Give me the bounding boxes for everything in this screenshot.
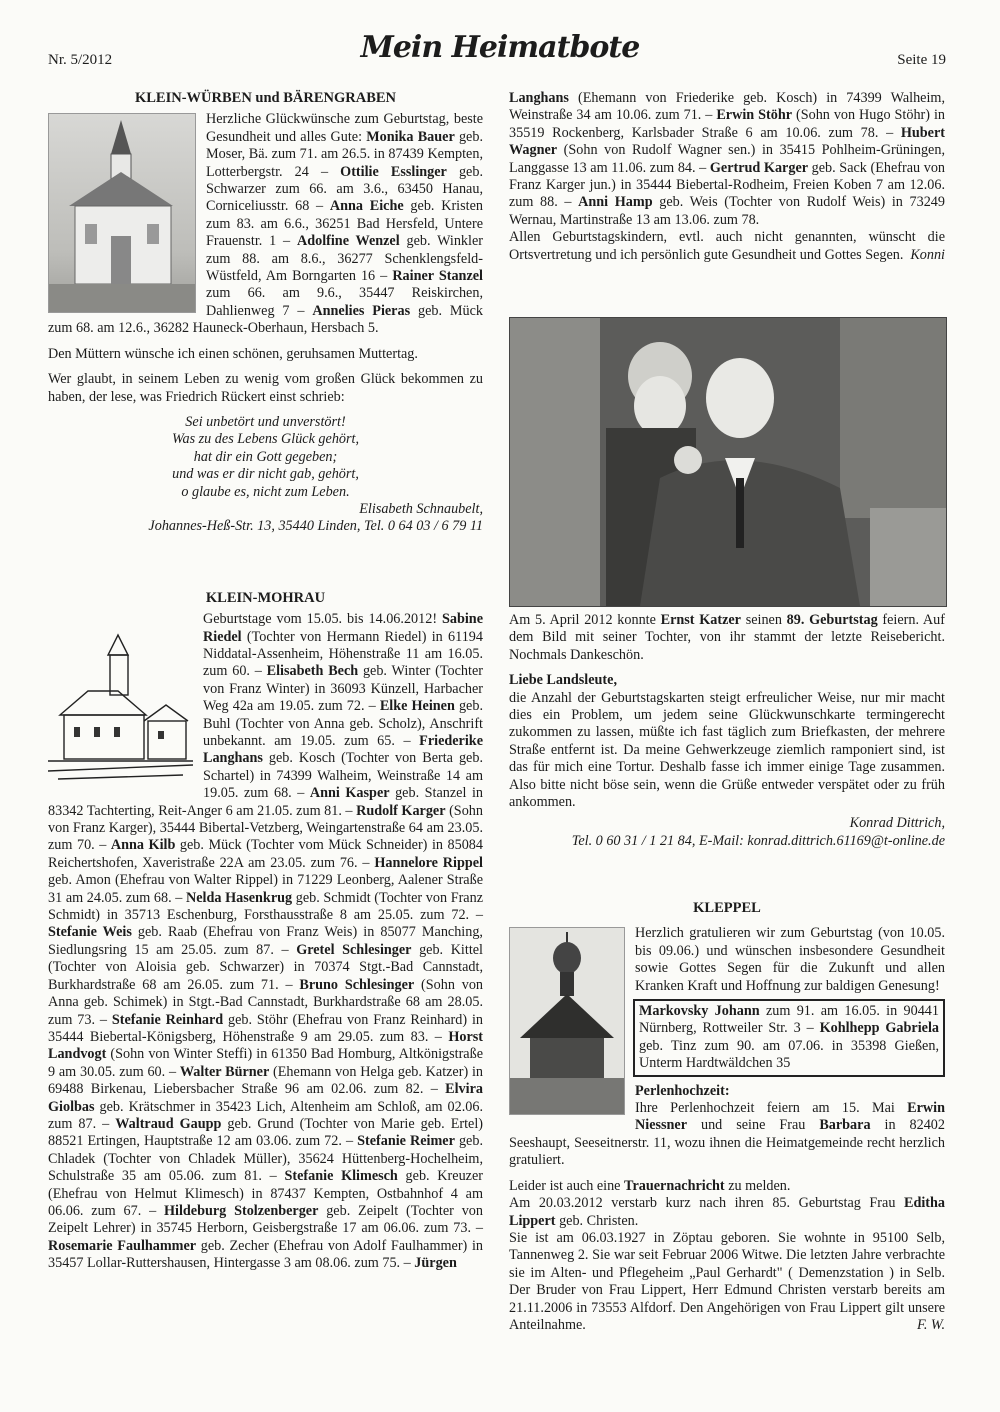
- section-title-klein-mohrau: KLEIN-MOHRAU: [205, 589, 326, 606]
- person-name: Elisabeth Bech: [266, 663, 359, 680]
- person-name: Rainer Stanzel: [392, 268, 483, 285]
- right-column-middle: [509, 612, 945, 850]
- poem-signature-name: Elisabeth Schnaubelt,: [359, 500, 483, 517]
- signature-konni: Konni: [910, 247, 945, 264]
- right-column-top: [509, 90, 945, 264]
- person-name: Jürgen: [414, 1255, 457, 1272]
- person-name: Ottilie Esslinger: [340, 163, 447, 180]
- letter-body: die Anzahl der Geburtstagskarten steigt erfreulicher Weise, nur mir macht dies ein Problem, um jedem seine Glückwunschkarte termingerecht zukommen zu lassen, müßte ich fast täglich zum Briefkasten, der mehrere Straße entfernt ist. Da meine Gehwerkzeuge ziemlich ramponiert sind, ist das für mich eine Tortur. Deshalb fasse ich immer einige Tage zusammen. Also bitte nicht böse sein, wenn die Grüße entweder verspätet oder zu früh ankommen.: [509, 689, 945, 811]
- person-name: Stefanie Weis: [48, 924, 132, 941]
- poem-line: und was er dir nicht gab, gehört,: [172, 466, 359, 483]
- birthdays-continued: Langhans (Ehemann von Friederike geb. Kosch) in 74399 Walheim, Weinstraße 34 am 10.06. zum 71. – Erwin Stöhr (Sohn von Hugo Stöhr) in 35519 Rockenberg, Karlsbader Straße 6 am 10.06. zum 78. – Hubert Wagner (Sohn von Rudolf Wagner sen.) in 35415 Pohlheim-Grüningen, Langgasse 13 am 11.06. zum 84. – Gertrud Karger geb. Sack (Ehefrau von Franz Karger jun.) in 35444 Biebertal-Rodheim, Freien Koben 7 am 12.06. zum 88. – Anni Hamp geb. Weis (Tochter von Rudolf Weis) in 73249 Wernau, Martinstraße 13 am 13.06. zum 78.: [509, 90, 946, 228]
- section-title-kleppel: KLEPPEL: [693, 900, 761, 916]
- greetings-note: Allen Geburtstagskindern, evtl. auch nicht genannten, wünscht die Ortsvertretung und ich persönlich gute Gesundheit und Gottes Segen.: [509, 229, 945, 263]
- person-name: Stefanie Reimer: [357, 1133, 455, 1150]
- person-name: Anna Eiche: [329, 198, 404, 215]
- pearl-wedding-text: Ihre Perlenhochzeit feiern am 15. Mai Erwin Niessner und seine Frau Barbara in 82402 Seeshaupt, Seeseitnerstr. 11, wozu ihnen die Heimatgemeinde recht herzlich gratuliert.: [509, 1100, 945, 1169]
- person-name: Elvira Giolbas: [48, 1081, 483, 1115]
- poem-line: o glaube es, nicht zum Leben.: [181, 483, 350, 500]
- mothers-day-note: Den Müttern wünsche ich einen schönen, geruhsamen Muttertag.: [48, 345, 418, 362]
- person-name: Kohlhepp Gabriela: [819, 1020, 939, 1037]
- kleppel-birthdays: Markovsky Johann zum 91. am 16.05. in 90441 Nürnberg, Rottweiler Str. 3 – Kohlhepp Gabriela geb. Tinz zum 90. am 07.06. in 35398 Gießen, Unterm Hardtwäldchen 35: [639, 1003, 939, 1072]
- person-name: Nelda Hasenkrug: [186, 889, 293, 906]
- kleppel-chapel-photo: [509, 927, 625, 1115]
- person-name: Hildeburg Stolzenberger: [163, 1202, 319, 1219]
- person-name: Friederike Langhans: [203, 733, 483, 767]
- letter-greeting: Liebe Landsleute,: [509, 672, 617, 689]
- onion-dome-tower-icon: [510, 928, 624, 1114]
- poem-line: Sei unbetört und unverstört!: [185, 413, 346, 430]
- person-name: Rosemarie Faulhammer: [48, 1237, 197, 1254]
- person-name: Editha Lippert: [509, 1195, 945, 1229]
- kleppel-greeting: Herzlich gratulieren wir zum Geburtstag (von 10.05. bis 09.06.) und wünschen insbesondere Gesundheit sowie Gottes Segen für die Zukunft und allen Kranken Kraft und Hoffnung zur baldigen Genesung!: [635, 925, 945, 994]
- kleppel-birthday-box: [633, 999, 945, 1077]
- person-name: Walter Bürner: [179, 1063, 270, 1080]
- person-name: Monika Bauer: [366, 128, 455, 145]
- person-name: Gertrud Karger: [709, 159, 809, 176]
- obituary-death-notice: Am 20.03.2012 verstarb kurz nach ihren 85. Geburtstag Frau Editha Lippert geb. Christen.: [509, 1195, 945, 1229]
- person-name: Ernst Katzer: [660, 612, 741, 628]
- photo-people-icon: [510, 318, 946, 606]
- page-number: Seite 19: [897, 52, 946, 68]
- person-name: Elke Heinen: [379, 698, 455, 715]
- masthead-title: Mein Heimatbote: [360, 30, 640, 65]
- obituary-intro: Leider ist auch eine Trauernachricht zu melden.: [509, 1177, 791, 1194]
- klein-mohrau-birthdays: Geburtstage vom 15.05. bis 14.06.2012! Sabine Riedel (Tochter von Hermann Riedel) in 61194 Niddatal-Assenheim, Höhenstraße 11 am 16.05. zum 60. – Elisabeth Bech geb. Winter (Tochter von Franz Winter) in 36093 Künzell, Harbacher Weg 42a am 19.05. zum 72. – Elke Heinen geb. Buhl (Tochter von Anna geb. Scholz), Anschrift unbekannt. am 19.05. zum 65. – Friederike Langhans geb. Kosch (Tochter von Berta geb. Schartel) in 74399 Walheim, Weinstraße 14 am 19.05. zum 68. – Anni Kasper geb. Stanzel in 83342 Tachterting, Reit-Anger 6 am 21.05. zum 81. – Rudolf Karger (Sohn von Franz Karger), 35444 Bibertal-Vetzberg, Weingartenstraße 64 am 23.05. zum 70. – Anna Kilb geb. Mück (Tochter vom Mück Schneider) in 85084 Reichertshofen, Xaveristraße 22A am 23.05. zum 76. – Hannelore Rippel geb. Amon (Ehefrau von Walter Rippel) in 71229 Leonberg, Aalener Straße 31 am 24.05. zum 68. – Nelda Hasenkrug geb. Schmidt (Tochter von Franz Schmidt) in 35713 Eschenburg, Forsthausstraße 8 am 25.05. zum 72. – Stefanie Weis geb. Raab (Ehefrau von Franz Weis) in 85077 Manching, Siedlungsring 15 am 25.05. zum 87. – Gretel Schlesinger geb. Kittel (Tochter von Aloisia geb. Schwarzer) in 70374 Stgt.-Bad Cannstadt, Burkhardstraße 68 am 26.05. zum 71. – Bruno Schlesinger (Sohn von Anna geb. Schimek) in Stgt.-Bad Cannstadt, Burkhardstraße 68 am 28.05. zum 73. – Stefanie Reinhard geb. Stöhr (Ehefrau von Franz Reinhard) in 35444 Biebertal-Königsberg, Höhenstraße 9 am 29.05. zum 83. – Horst Landvogt (Sohn von Winter Steffi) in 61350 Bad Homburg, Altkönigstraße 9 am 30.05. zum 60. – Walter Bürner (Ehemann von Helga geb. Katzer) in 69488 Birkenau, Liebersbacher Straße 96 am 02.06. zum 82. – Elvira Giolbas geb. Krätschmer in 35423 Lich, Altenheim am Schloß, am 02.06. zum 87. – Waltraud Gaupp geb. Grund (Tochter von Marie geb. Ertel) 88521 Ertingen, Hauptstraße 12 am 03.06. zum 72. – Stefanie Reimer geb. Chladek (Tochter von Chladek Müller), 35624 Hüttenberg-Hochelheim, Schulstraße 35 am 05.06. zum 81. – Stefanie Klimesch geb. Kreuzer (Ehefrau von Helmut Klimesch) in 87437 Kempten, Ostbahnhof 4 am 06.06. zum 67. – Hildeburg Stolzenberger geb. Zeipelt (Tochter von Zeipelt Lehrer) in 35745 Herborn, Geisbergstraße 17 am 06.06. zum 73. – Rosemarie Faulhammer geb. Zecher (Ehefrau von Adolf Faulhammer) in 35457 Lollar-Ruttershausen, Hintergasse 3 am 08.06. zum 75. – Jürgen: [48, 611, 484, 1272]
- left-column: [48, 90, 483, 1273]
- poem-signature-address: Johannes-Heß-Str. 13, 35440 Linden, Tel. 0 64 03 / 6 79 11: [148, 518, 483, 535]
- person-name: Hubert Wagner: [509, 124, 945, 159]
- obituary-details: Sie ist am 06.03.1927 in Zöptau geboren. Sie wohnte in 95100 Selb, Tannenweg 2. Sie war seit Februar 2006 Witwe. Die letzten Jahre verbrachte sie im Alten- und Pflegeheim „Paul Gerhardt" ( Demenzstation ) in Selb. Der Bruder von Frau Lippert, Herr Edmund Christen verstarb bereits am 21.11.2006 in 73553 Alfdorf. Den Angehörigen von Frau Lippert gilt unsere Anteilnahme.: [509, 1229, 945, 1333]
- klein-wuerben-birthdays: Herzliche Glückwünsche zum Geburtstag, beste Gesundheit und alles Gute: Monika Bauer geb. Moser, Bä. zum 71. am 26.5. in 87439 Kempten, Lotterbergstr. 24 – Ottilie Esslinger geb. Schwarzer zum 66. am 3.6., 63450 Hanau, Corniceliusstr. 68 – Anna Eiche geb. Kristen zum 83. am 6.6., 36251 Bad Hersfeld, Untere Frauenstr. 1 – Adolfine Wenzel geb. Winkler zum 88. am 8.6., 36277 Schenklengsfeld-Wüstfeld, Am Borngarten 16 – Rainer Stanzel zum 66. am 9.6., 35447 Reiskirchen, Dahlienweg 7 – Annelies Pieras geb. Mück zum 68. am 12.6., 36282 Hauneck-Oberhaun, Hersbach 5.: [48, 111, 483, 337]
- letter-signature-name: Konrad Dittrich,: [849, 815, 945, 832]
- person-name: Anna Kilb: [110, 837, 176, 854]
- person-name: Anni Kasper: [309, 785, 390, 802]
- person-name: Erwin Niessner: [635, 1100, 945, 1134]
- poem-line: hat dir ein Gott gegeben;: [193, 448, 338, 465]
- person-name: Barbara: [819, 1117, 871, 1134]
- village-church-drawing: [48, 625, 193, 783]
- person-name: Hannelore Rippel: [374, 854, 483, 871]
- issue-number: Nr. 5/2012: [48, 52, 113, 68]
- letter-signature-contact: Tel. 0 60 31 / 1 21 84, E-Mail: konrad.dittrich.61169@t-online.de: [571, 832, 945, 849]
- person-name: 89. Geburtstag: [786, 612, 878, 628]
- person-name: Waltraud Gaupp: [115, 1115, 222, 1132]
- person-name: Langhans: [509, 90, 569, 106]
- chapel-icon: [49, 114, 195, 312]
- person-name: Stefanie Reinhard: [111, 1011, 224, 1028]
- church-sketch-icon: [48, 625, 193, 783]
- rueckert-intro: Wer glaubt, in seinem Leben zu wenig vom großen Glück bekommen zu haben, der lese, was Friedrich Rückert einst schrieb:: [48, 371, 483, 405]
- right-column-kleppel: [509, 900, 945, 1335]
- person-name: Gretel Schlesinger: [296, 941, 412, 958]
- person-name: Trauernachricht: [624, 1177, 725, 1194]
- person-name: Bruno Schlesinger: [299, 976, 415, 993]
- section-title-klein-wuerben: KLEIN-WÜRBEN und BÄRENGRABEN: [134, 90, 397, 106]
- person-name: Stefanie Klimesch: [284, 1168, 398, 1185]
- poem-line: Was zu des Lebens Glück gehört,: [171, 431, 360, 448]
- person-name: Markovsky Johann: [639, 1003, 760, 1020]
- chapel-photo: [48, 113, 196, 313]
- person-name: Horst Landvogt: [48, 1028, 483, 1063]
- person-name: Erwin Stöhr: [716, 107, 793, 124]
- person-name: Annelies Pieras: [312, 302, 411, 319]
- birthday-photo: [509, 317, 947, 607]
- pearl-wedding-title: Perlenhochzeit:: [635, 1082, 730, 1099]
- person-name: Adolfine Wenzel: [296, 233, 400, 250]
- signature-fw: F. W.: [917, 1317, 945, 1334]
- person-name: Rudolf Karger: [356, 802, 446, 819]
- person-name: Sabine Riedel: [203, 611, 483, 645]
- photo-caption: Am 5. April 2012 konnte Ernst Katzer seinen 89. Geburtstag feiern. Auf dem Bild mit seiner Tochter, von ihr stammt der letzte Reisebericht. Nochmals Dankeschön.: [509, 612, 945, 663]
- poem: [48, 414, 483, 501]
- person-name: Anni Hamp: [578, 194, 653, 211]
